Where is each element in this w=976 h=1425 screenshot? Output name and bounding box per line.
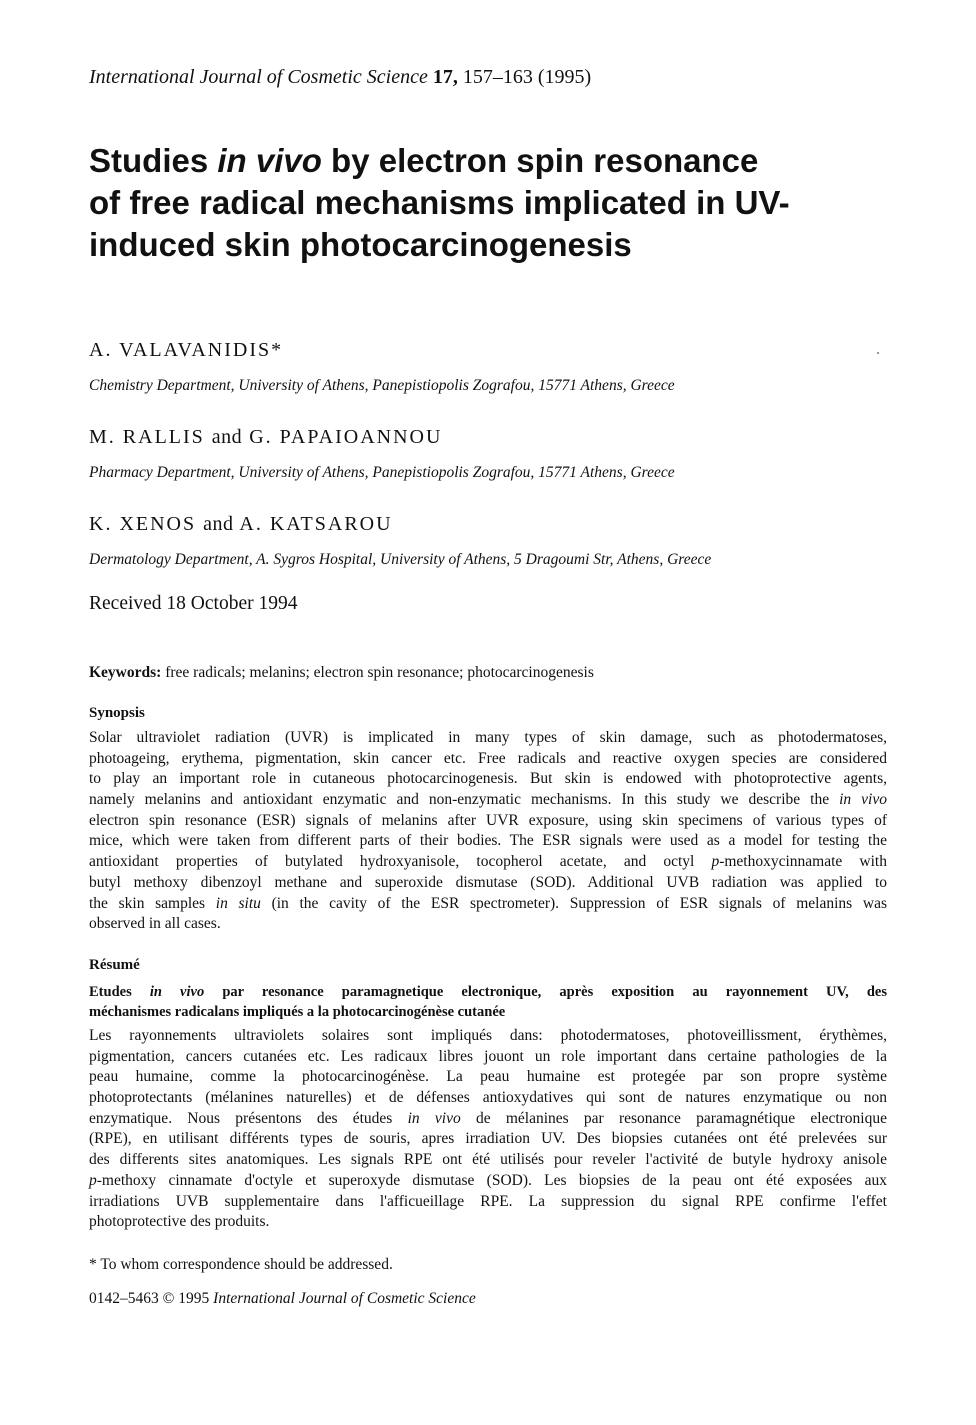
synopsis-line: [89, 894, 887, 915]
synopsis-text: the skin samples: [89, 894, 216, 912]
synopsis-line: Solar ultraviolet radiation (UVR) is implicated in many types of skin damage, such as photodermatoses,: [89, 729, 887, 746]
resume-text: -methoxy cinnamate d'octyle et superoxyde dismutase (SOD). Les biopsies de la peau ont été exposées aux: [96, 1171, 887, 1189]
title-line-3: induced skin photocarcinogenesis: [89, 226, 632, 263]
journal-volume: 17,: [432, 66, 458, 88]
resume-line: irradiations UVB supplementaire dans l'afficueillage RPE. La suppression du signal RPE confirme l'effet: [89, 1192, 887, 1210]
author-line-3: [89, 513, 393, 536]
author-line-1: [89, 339, 283, 362]
author-and: and: [203, 513, 234, 535]
resume-line: pigmentation, cancers cutanées etc. Les radicaux libres jouont un role important dans certaine pathologies de la: [89, 1047, 887, 1065]
synopsis-body: [89, 728, 887, 935]
synopsis-text: (in the cavity of the ESR spectrometer). Suppression of ESR signals of melanins was: [260, 894, 887, 912]
synopsis-text: namely melanins and antioxidant enzymatic and non-enzymatic mechanisms. In this study we describe the: [89, 791, 840, 809]
author-name: M. RALLIS: [89, 426, 205, 448]
copyright-code: 0142–5463 © 1995: [89, 1290, 210, 1307]
synopsis-em: in vivo: [839, 791, 887, 809]
keywords-text: free radicals; melanins; electron spin resonance; photocarcinogenesis: [165, 664, 594, 681]
resume-line: [89, 1109, 887, 1130]
title-line-1-pre: Studies: [89, 142, 218, 179]
copyright-journal: International Journal of Cosmetic Science: [213, 1290, 476, 1307]
resume-text: enzymatique. Nous présentons des études: [89, 1109, 408, 1127]
resume-heading: Résumé: [89, 957, 140, 973]
correspondence-footnote: * To whom correspondence should be addressed.: [89, 1256, 393, 1273]
resume-line: (RPE), en utilisant différents types de souris, apres irradiation UV. Des biopsies cutanées ont été prelevées sur: [89, 1130, 887, 1148]
author-name: G. PAPAIOANNOU: [249, 426, 443, 448]
resume-text: de mélanines par resonance paramagnétique electronique: [460, 1109, 887, 1127]
resume-line: des differents sites anatomiques. Les signals RPE ont été utilisés pour reveler l'activité de butyle hydroxy anisole: [89, 1151, 887, 1169]
resume-title-text: par resonance paramagnetique electronique, après exposition au rayonnement UV, des: [204, 984, 887, 1000]
resume-line: Les rayonnements ultraviolets solaires sont impliqués dans: photodermatoses, photoveillissment, érythèmes,: [89, 1027, 887, 1044]
synopsis-em: in situ: [215, 894, 261, 912]
resume-line: [89, 1171, 887, 1192]
synopsis-line: [89, 790, 887, 811]
paper-title: [89, 140, 889, 266]
resume-title-line: méchanismes radicalans impliqués a la photocarcinogénèse cutanée: [89, 1004, 506, 1020]
synopsis-line: electron spin resonance (ESR) signals of melanins after UVR exposure, using skin specimens of various types of: [89, 811, 887, 829]
author-and: and: [211, 426, 243, 448]
synopsis-heading: Synopsis: [89, 705, 145, 721]
author-name: A. VALAVANIDIS*: [89, 339, 284, 361]
keywords-label: Keywords:: [89, 664, 162, 681]
affiliation-3: Dermatology Department, A. Sygros Hospital, University of Athens, 5 Dragoumi Str, Athens, Greece: [89, 551, 712, 568]
author-name: A. KATSAROU: [239, 513, 393, 535]
synopsis-line: photoageing, erythema, pigmentation, skin cancer etc. Free radicals and reactive oxygen species are considered: [89, 749, 887, 767]
resume-em: in vivo: [407, 1109, 461, 1127]
received-date: Received 18 October 1994: [89, 593, 298, 614]
journal-pages-year: 157–163 (1995): [462, 66, 592, 88]
keywords: [89, 664, 594, 682]
resume-em: p: [89, 1171, 97, 1189]
resume-title-line: [89, 982, 887, 1002]
resume-line: photoprotective des produits.: [89, 1213, 270, 1231]
author-line-2: [89, 426, 442, 449]
synopsis-text: -methoxycinnamate with: [719, 853, 887, 871]
title-line-1-post: by electron spin resonance: [321, 142, 759, 179]
synopsis-line: butyl methoxy dibenzoyl methane and superoxide dismutase (SOD). Additional UVB radiation was applied to: [89, 873, 887, 891]
journal-citation: [89, 66, 591, 89]
affiliation-1: Chemistry Department, University of Athens, Panepistiopolis Zografou, 15771 Athens, Greece: [89, 377, 675, 394]
resume-line: peau humaine, comme la photocarcinogénèse. La peau humaine est protegée par son propre système: [89, 1068, 887, 1086]
synopsis-line: [89, 852, 887, 873]
stray-dot: [877, 352, 879, 354]
journal-name: International Journal of Cosmetic Science: [89, 66, 428, 88]
synopsis-line: to play an important role in cutaneous photocarcinogenesis. But skin is endowed with photoprotective agents,: [89, 770, 887, 788]
title-line-2: of free radical mechanisms implicated in UV-: [89, 184, 790, 221]
resume-line: photoprotectants (mélanines naturelles) et de défenses antioxydatives qui sont de natures enzymatique ou non: [89, 1089, 887, 1107]
resume-title: [89, 982, 887, 1022]
synopsis-line: mice, which were taken from different parts of their bodies. The ESR signals were used as a model for testing the: [89, 832, 887, 850]
synopsis-line: observed in all cases.: [89, 915, 221, 933]
title-in-vivo: in vivo: [217, 142, 322, 179]
copyright-line: [89, 1290, 476, 1308]
resume-title-em: in vivo: [149, 984, 205, 1000]
title-line-1: [89, 140, 889, 182]
synopsis-em: p: [711, 853, 720, 871]
resume-body: [89, 1026, 887, 1233]
synopsis-text: antioxidant properties of butylated hydroxyanisole, tocopherol acetate, and octyl: [89, 853, 712, 871]
author-name: K. XENOS: [89, 513, 197, 535]
affiliation-2: Pharmacy Department, University of Athens, Panepistiopolis Zografou, 15771 Athens, Greece: [89, 464, 675, 481]
resume-title-text: Etudes: [89, 984, 150, 1000]
